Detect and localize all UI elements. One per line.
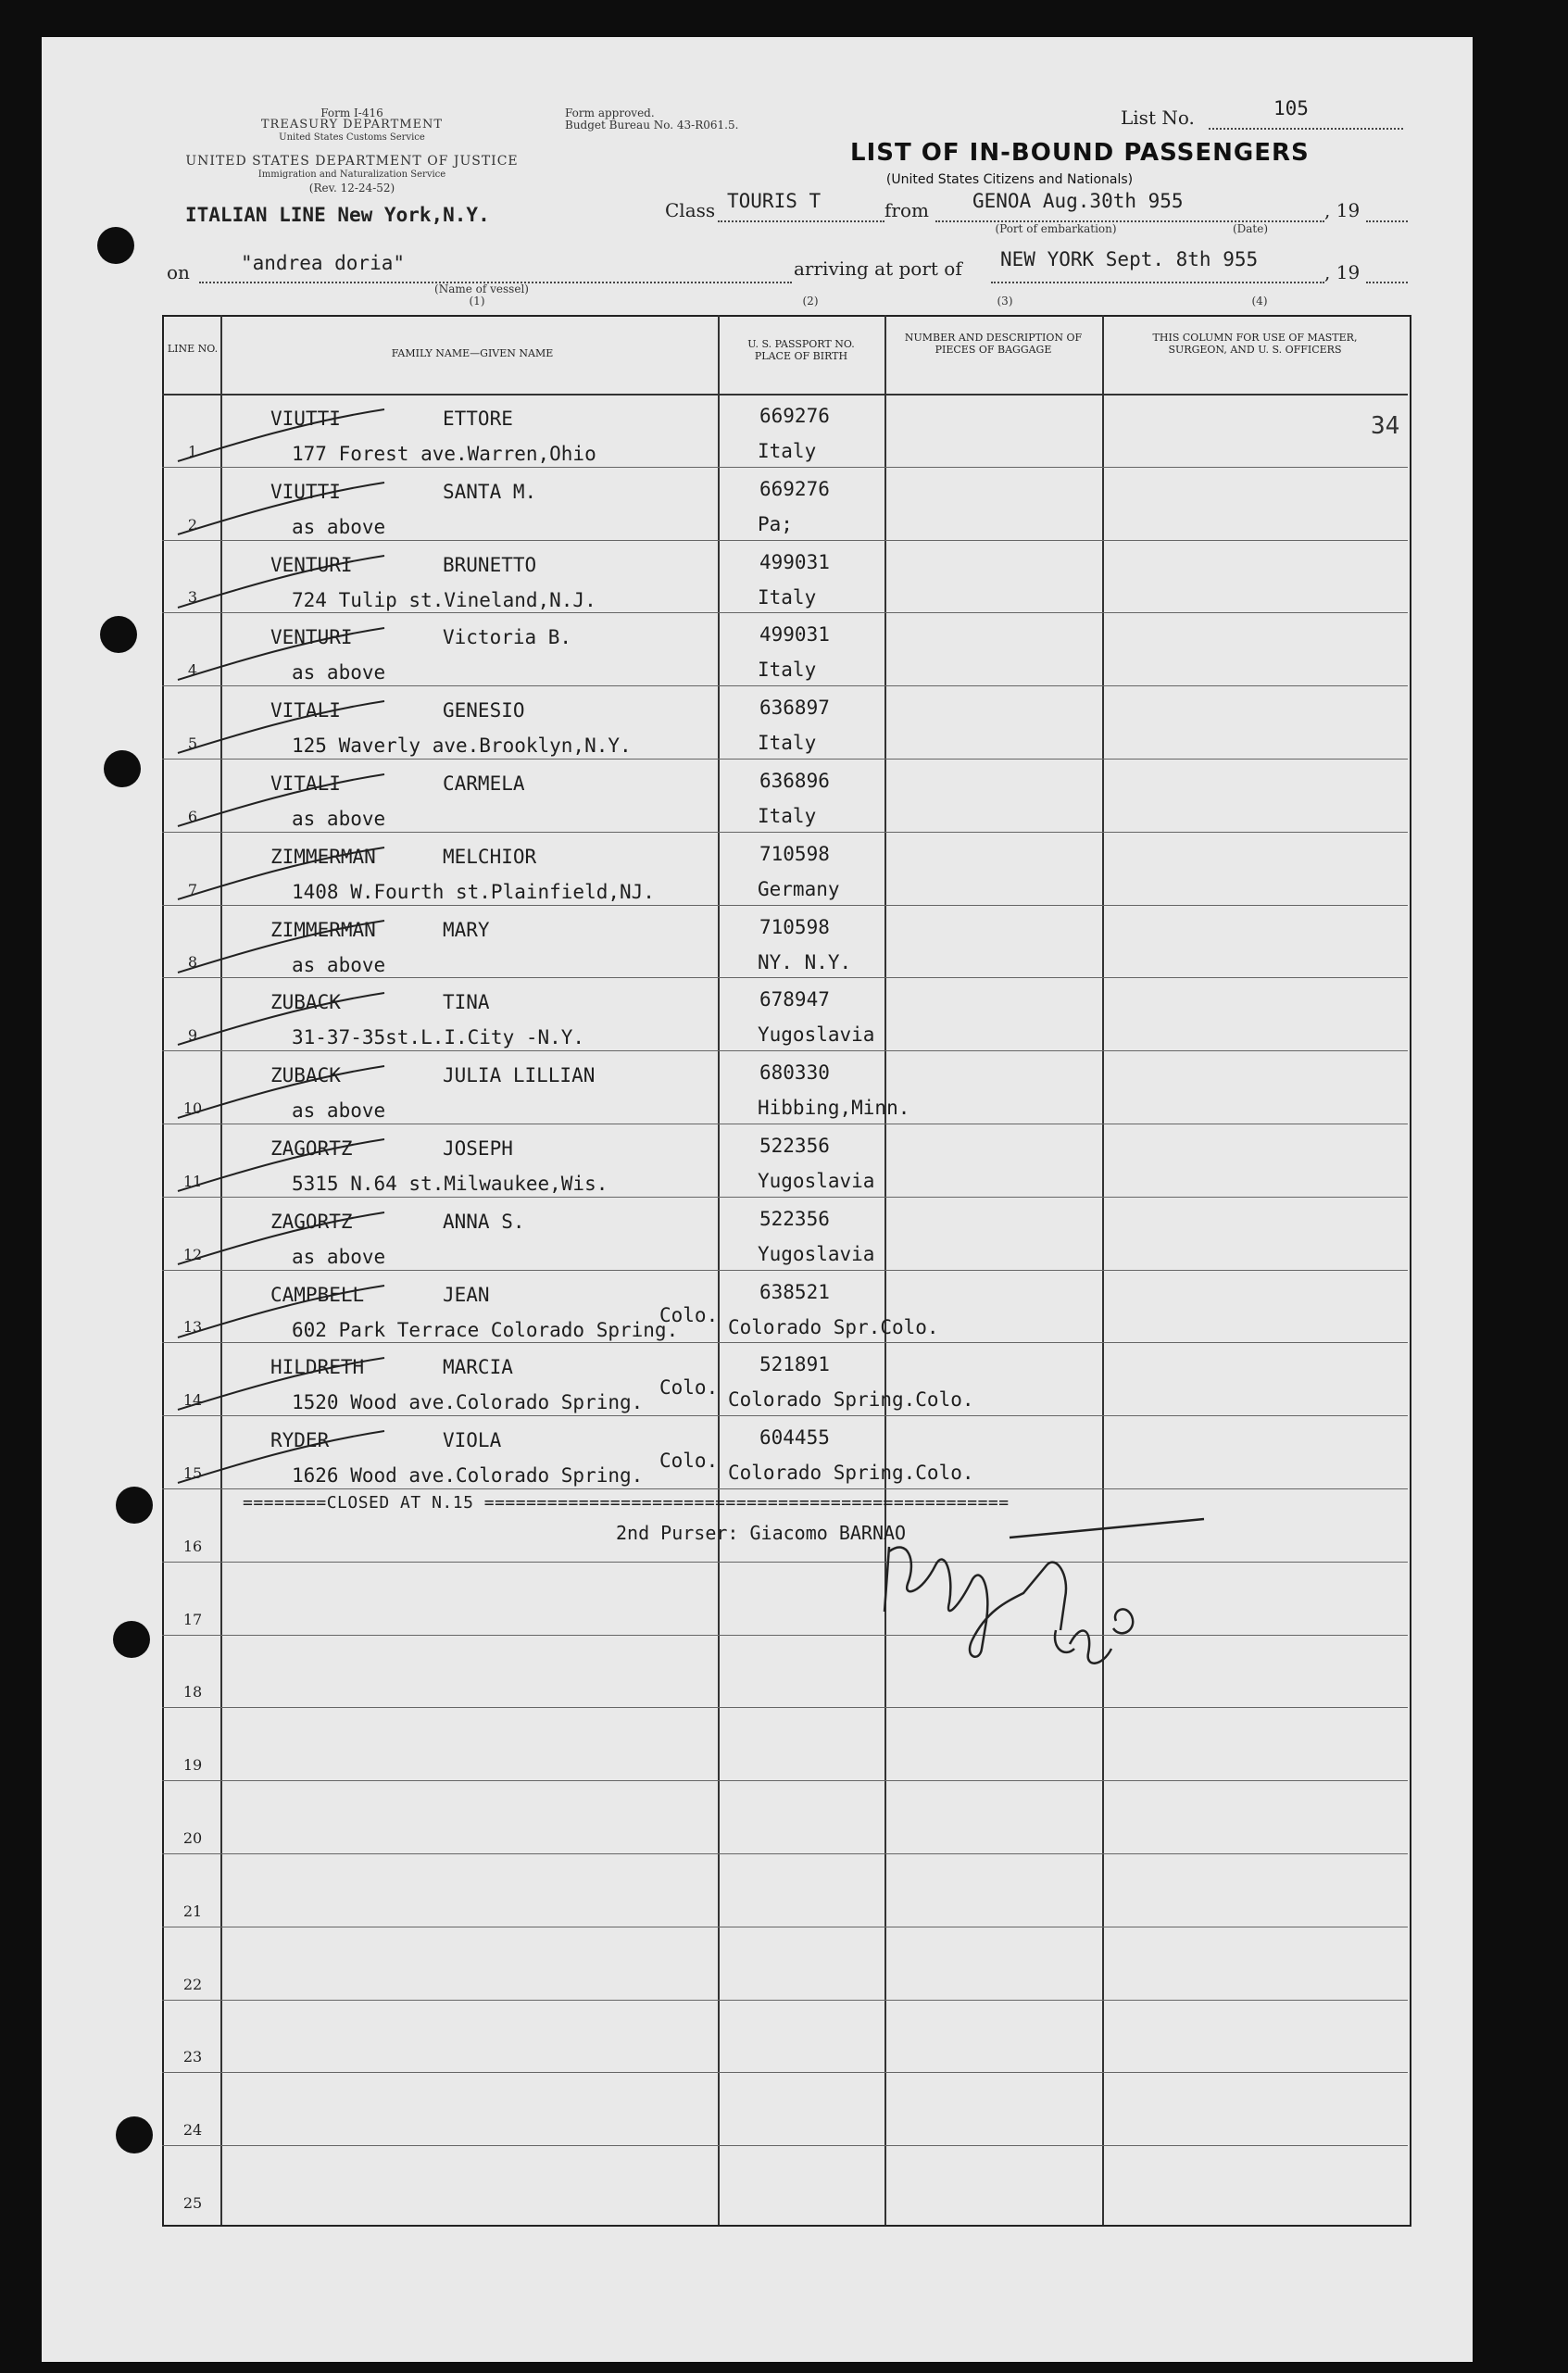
check-mark-icon [176, 699, 389, 755]
passport-number: 522356 [759, 1208, 830, 1230]
passenger-family-name: ZIMMERMAN [270, 919, 376, 941]
passport-number: 710598 [759, 916, 830, 938]
check-mark-icon [176, 1211, 389, 1266]
row-divider [162, 540, 1408, 541]
place-of-birth: Yugoslavia [758, 1170, 875, 1192]
class-label: Class [665, 199, 716, 221]
place-of-birth: Italy [758, 659, 817, 681]
place-of-birth: Italy [758, 586, 817, 609]
passenger-family-name: VENTURI [270, 626, 353, 648]
passenger-address: as above [292, 661, 386, 684]
binder-hole [116, 1487, 153, 1524]
passenger-family-name: VITALI [270, 699, 341, 722]
purser-signature [871, 1510, 1223, 1695]
list-no-value: 105 [1273, 97, 1309, 119]
passenger-address: 5315 N.64 st.Milwaukee,Wis. [292, 1173, 608, 1195]
purser-line: 2nd Purser: Giacomo BARNAO [616, 1522, 907, 1544]
passport-number: 636897 [759, 697, 830, 719]
passenger-address-extra: Colo. [659, 1450, 719, 1472]
passenger-family-name: VITALI [270, 772, 341, 795]
line-number: 19 [182, 1756, 203, 1774]
line-number: 7 [187, 881, 198, 898]
place-of-birth: Italy [758, 732, 817, 754]
from-value: GENOA Aug.30th 955 [972, 190, 1184, 212]
col-head-officers: THIS COLUMN FOR USE OF MASTER, SURGEON, AND U. S. OFFICERS [1152, 332, 1358, 356]
line-number: 24 [182, 2121, 203, 2139]
passenger-address: 1520 Wood ave.Colorado Spring. [292, 1391, 644, 1413]
binder-hole [100, 616, 137, 653]
line-number: 9 [187, 1026, 198, 1044]
line-number: 1 [187, 443, 198, 460]
line-number: 17 [182, 1611, 203, 1628]
row-divider [162, 685, 1408, 686]
passport-number: 680330 [759, 1061, 830, 1084]
passenger-family-name: RYDER [270, 1429, 330, 1451]
form-title: LIST OF IN-BOUND PASSENGERS [850, 139, 1310, 167]
passenger-address: 724 Tulip st.Vineland,N.J. [292, 589, 596, 611]
check-mark-icon [176, 991, 389, 1047]
passenger-address: 1408 W.Fourth st.Plainfield,NJ. [292, 881, 655, 903]
passport-number: 710598 [759, 843, 830, 865]
closed-line: ========CLOSED AT N.15 ================================================== [243, 1493, 1010, 1513]
row-divider [162, 1342, 1408, 1343]
passenger-given-name: ETTORE [443, 408, 513, 430]
row-divider [162, 832, 1408, 833]
passenger-given-name: MARY [443, 919, 490, 941]
row-divider [162, 1488, 1408, 1489]
row-divider [162, 1707, 1408, 1708]
line-number: 11 [182, 1173, 203, 1190]
arrival-value: NEW YORK Sept. 8th 955 [1000, 248, 1259, 270]
passenger-address: 125 Waverly ave.Brooklyn,N.Y. [292, 734, 632, 757]
col-head-line: LINE NO. [167, 343, 219, 355]
passport-number: 499031 [759, 551, 830, 573]
col-head-passport: U. S. PASSPORT NO. PLACE OF BIRTH [747, 338, 855, 362]
line-number: 4 [187, 661, 198, 679]
place-of-birth: Yugoslavia [758, 1243, 875, 1265]
passenger-family-name: HILDRETH [270, 1356, 365, 1378]
passenger-address: as above [292, 1099, 386, 1122]
passenger-address-extra: Colo. [659, 1304, 719, 1326]
passport-number: 636896 [759, 770, 830, 792]
passenger-given-name: MELCHIOR [443, 846, 537, 868]
header-divider [162, 394, 1408, 396]
passport-number: 678947 [759, 988, 830, 1011]
binder-hole [113, 1621, 150, 1658]
passenger-address: as above [292, 954, 386, 976]
place-of-birth: Italy [758, 805, 817, 827]
place-of-birth: Colorado Spring.Colo. [728, 1388, 974, 1411]
col-caption-3: (3) [997, 295, 1013, 308]
passport-number: 522356 [759, 1135, 830, 1157]
passenger-family-name: ZAGORTZ [270, 1137, 353, 1160]
place-of-birth: Colorado Spring.Colo. [728, 1462, 974, 1484]
justice-dept: UNITED STATES DEPARTMENT OF JUSTICE [185, 154, 519, 169]
check-mark-icon [176, 1356, 389, 1412]
line-number: 22 [182, 1976, 203, 1993]
passenger-address: 1626 Wood ave.Colorado Spring. [292, 1464, 644, 1487]
ins-service: Immigration and Naturalization Service [257, 170, 446, 180]
passenger-family-name: ZUBACK [270, 991, 341, 1013]
passenger-family-name: ZAGORTZ [270, 1211, 353, 1233]
passport-number: 604455 [759, 1426, 830, 1449]
place-of-birth: NY. N.Y. [758, 951, 852, 973]
passport-number: 669276 [759, 478, 830, 500]
passenger-family-name: VIUTTI [270, 408, 341, 430]
col-caption-2: (2) [802, 295, 819, 308]
line-number: 15 [182, 1464, 203, 1482]
passenger-address: as above [292, 808, 386, 830]
passenger-given-name: BRUNETTO [443, 554, 537, 576]
vessel-caption: (Name of vessel) [434, 282, 529, 295]
line-number: 3 [187, 588, 198, 606]
col-head-baggage: NUMBER AND DESCRIPTION OF PIECES OF BAGGAGE [904, 332, 1083, 356]
row-divider [162, 1415, 1408, 1416]
col-caption-4: (4) [1251, 295, 1268, 308]
line-number: 13 [182, 1318, 203, 1336]
passenger-address-extra: Colo. [659, 1376, 719, 1399]
line-number: 16 [182, 1538, 203, 1555]
col-head-name: FAMILY NAME—GIVEN NAME [391, 347, 554, 359]
line-number: 6 [187, 808, 198, 825]
class-underline [718, 220, 884, 222]
passenger-address: 602 Park Terrace Colorado Spring. [292, 1319, 679, 1341]
row-divider [162, 2000, 1408, 2001]
row-divider [162, 1853, 1408, 1854]
line-number: 21 [182, 1902, 203, 1920]
arrival-underline [991, 282, 1324, 283]
row-divider [162, 2072, 1408, 2073]
row-divider [162, 905, 1408, 906]
row-divider [162, 1780, 1408, 1781]
on-label: on [167, 261, 190, 283]
check-mark-icon [176, 626, 389, 682]
passenger-address: 31-37-35st.L.I.City -N.Y. [292, 1026, 585, 1048]
check-mark-icon [176, 846, 389, 901]
check-mark-icon [176, 1284, 389, 1339]
line-number: 18 [182, 1683, 203, 1701]
from-label: from [884, 199, 929, 221]
passport-number: 638521 [759, 1281, 830, 1303]
passenger-given-name: SANTA M. [443, 481, 537, 503]
passenger-family-name: ZUBACK [270, 1064, 341, 1086]
row-divider [162, 1050, 1408, 1051]
row-divider [162, 977, 1408, 978]
passenger-given-name: JEAN [443, 1284, 490, 1306]
passenger-given-name: CARMELA [443, 772, 525, 795]
binder-hole [104, 750, 141, 787]
check-mark-icon [176, 919, 389, 974]
passenger-address: as above [292, 516, 386, 538]
class-value: TOURIS T [727, 190, 822, 212]
list-no-label: List No. [1121, 107, 1195, 129]
passenger-address: 177 Forest ave.Warren,Ohio [292, 443, 596, 465]
passenger-family-name: CAMPBELL [270, 1284, 365, 1306]
line-number: 2 [187, 516, 198, 534]
line-company: ITALIAN LINE New York,N.Y. [185, 204, 490, 226]
year-label-1: , 19 [1324, 199, 1361, 221]
place-of-birth: Pa; [758, 513, 793, 535]
line-number: 10 [182, 1099, 203, 1117]
port-caption: (Port of embarkation) [995, 222, 1117, 235]
year-underline-2 [1366, 282, 1408, 283]
row-divider [162, 612, 1408, 613]
line-number: 5 [187, 734, 198, 752]
passenger-given-name: Victoria B. [443, 626, 572, 648]
check-mark-icon [176, 554, 389, 609]
form-number: Form I-416 [320, 107, 383, 119]
place-of-birth: Germany [758, 878, 840, 900]
revision-date: (Rev. 12-24-52) [308, 182, 395, 195]
line-number: 20 [182, 1829, 203, 1847]
passenger-given-name: GENESIO [443, 699, 525, 722]
line-number: 14 [182, 1391, 203, 1409]
passport-number: 669276 [759, 405, 830, 427]
line-number: 25 [182, 2194, 203, 2212]
treasury-dept: TREASURY DEPARTMENT [260, 118, 444, 132]
check-mark-icon [176, 408, 389, 463]
place-of-birth: Italy [758, 440, 817, 462]
date-caption: (Date) [1232, 222, 1269, 235]
passenger-given-name: VIOLA [443, 1429, 502, 1451]
place-of-birth: Hibbing,Minn. [758, 1097, 910, 1119]
binder-hole [97, 227, 134, 264]
passenger-given-name: JOSEPH [443, 1137, 513, 1160]
year-underline-1 [1366, 220, 1408, 222]
binder-hole [116, 2116, 153, 2153]
place-of-birth: Colorado Spr.Colo. [728, 1316, 939, 1338]
row-divider [162, 2145, 1408, 2146]
passenger-given-name: ANNA S. [443, 1211, 525, 1233]
check-mark-icon [176, 1064, 389, 1120]
passenger-family-name: ZIMMERMAN [270, 846, 376, 868]
passport-number: 521891 [759, 1353, 830, 1375]
line-number: 12 [182, 1246, 203, 1263]
place-of-birth: Yugoslavia [758, 1023, 875, 1046]
arriving-label: arriving at port of [794, 257, 962, 280]
passport-number: 499031 [759, 623, 830, 646]
col-caption-1: (1) [469, 295, 485, 308]
row-divider [162, 1197, 1408, 1198]
year-label-2: , 19 [1324, 261, 1361, 283]
check-mark-icon [176, 481, 389, 536]
customs-service: United States Customs Service [279, 132, 425, 143]
form-subtitle: (United States Citizens and Nationals) [885, 172, 1134, 187]
passenger-family-name: VENTURI [270, 554, 353, 576]
list-no-underline [1209, 128, 1403, 130]
row-divider [162, 1270, 1408, 1271]
check-mark-icon [176, 1429, 389, 1485]
passenger-given-name: TINA [443, 991, 490, 1013]
passenger-given-name: JULIA LILLIAN [443, 1064, 596, 1086]
vessel-name: "andrea doria" [241, 252, 406, 274]
page-mark: 34 [1371, 412, 1400, 440]
form-approved: Form approved. [565, 107, 655, 119]
passenger-family-name: VIUTTI [270, 481, 341, 503]
budget-bureau: Budget Bureau No. 43-R061.5. [565, 119, 739, 132]
passenger-given-name: MARCIA [443, 1356, 513, 1378]
row-divider [162, 759, 1408, 760]
check-mark-icon [176, 1137, 389, 1193]
line-number: 8 [187, 953, 198, 971]
check-mark-icon [176, 772, 389, 828]
passenger-address: as above [292, 1246, 386, 1268]
row-divider [162, 467, 1408, 468]
line-number: 23 [182, 2048, 203, 2065]
